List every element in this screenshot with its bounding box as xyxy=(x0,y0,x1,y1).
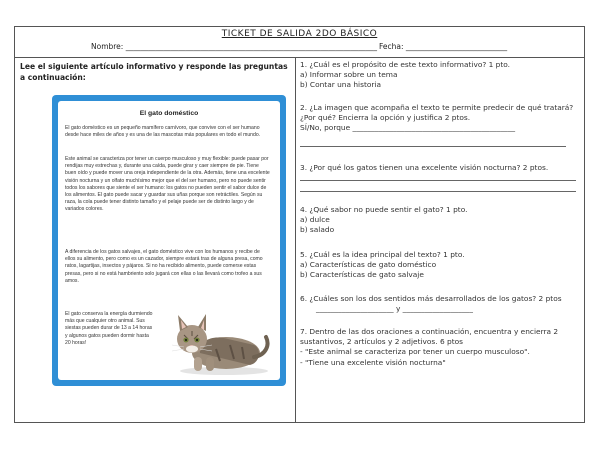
question-text: 4. ¿Qué sabor no puede sentir el gato? 1 pto. xyxy=(300,205,468,214)
header xyxy=(15,27,584,58)
article-paragraph: El gato conserva la energía durmiendo más que cualquier otro animal. Sus siestas pueden durar de 13 a 14 horas y algunos gatos pueden dormir hasta 20 horas! xyxy=(65,311,153,346)
cat-image xyxy=(154,305,272,375)
question-text: 6. ¿Cuáles son los dos sentidos más desarrollados de los gatos? 2 ptos xyxy=(300,294,562,303)
article-paragraph: Este animal se caracteriza por tener un cuerpo musculoso y muy flexible: puede pasar por rendijas muy estrechas y, durante una caída, puede girar y caer siempre de pie. Tiene buen oído y puede mover una oreja independiente de la otra. Además, tiene una excelente visión nocturna y un olfato muchísimo mejor que el del ser humano, pero no puede sentir todos los sabores que siente el ser humano: los gatos no pueden sentir el sabor dulce de los alimentos. El gato puede sacar y guardar sus uñas porque son retráctiles. Según su raza, la cola puede tener distinto tamaño y el pelaje puede ser de distinto largo y de variados colores. xyxy=(65,156,270,213)
sentence-1[interactable]: - "Este animal se caracteriza por tener un cuerpo musculoso". xyxy=(300,347,530,357)
date-field-label: Fecha: ___________________________ xyxy=(379,42,508,51)
question-7 xyxy=(300,327,582,368)
name-field-label: Nombre: ___________________________________________________________________ xyxy=(91,42,377,51)
question-6 xyxy=(300,294,582,314)
question-5 xyxy=(300,250,582,281)
option-b[interactable]: b) Contar una historia xyxy=(300,80,381,90)
option-a[interactable]: a) Características de gato doméstico xyxy=(300,260,437,270)
question-3 xyxy=(300,163,582,173)
question-text: 7. Dentro de las dos oraciones a continuación, encuentra y encierra 2 sustantivos, 2 artículos y 2 adjetivos. 6 ptos xyxy=(300,327,559,347)
page-title: TICKET DE SALIDA 2DO BÁSICO xyxy=(221,29,378,39)
question-text: 2. ¿La imagen que acompaña el texto te permite predecir de qué tratará? ¿Por qué? Encierra la opción y justifica 2 ptos. xyxy=(300,103,574,123)
question-1 xyxy=(300,60,582,91)
article-column xyxy=(15,57,296,423)
answer-line[interactable]: _____________________ y ___________________ xyxy=(316,304,473,314)
article-card xyxy=(52,95,286,386)
question-2 xyxy=(300,103,582,134)
question-text: 1. ¿Cuál es el propósito de este texto informativo? 1 pto. xyxy=(300,60,511,69)
sentence-2[interactable]: - "Tiene una excelente visión nocturna" xyxy=(300,357,446,367)
answer-line[interactable] xyxy=(300,146,566,147)
worksheet xyxy=(14,26,585,423)
instructions: Lee el siguiente artículo informativo y responde las preguntas a continuación: xyxy=(20,62,288,82)
article-paragraph: El gato doméstico es un pequeño mamífero carnívoro, que convive con el ser humano desde hace miles de años y es una de las mascotas más populares en todo el mundo. xyxy=(65,125,261,139)
option-a[interactable]: a) Informar sobre un tema xyxy=(300,70,398,80)
questions-column xyxy=(295,57,585,423)
question-text: 3. ¿Por qué los gatos tienen una excelente visión nocturna? 2 ptos. xyxy=(300,163,549,172)
answer-line[interactable] xyxy=(300,180,576,181)
option-b[interactable]: b) salado xyxy=(300,225,335,235)
option-a[interactable]: a) dulce xyxy=(300,215,330,225)
article-body xyxy=(58,101,280,380)
answer-line[interactable] xyxy=(300,191,576,192)
article-paragraph: A diferencia de los gatos salvajes, el gato doméstico vive con los humanos y recibe de ellos su alimento, pero como es un cazador, siempre estará tras de alguna presa, como ratos, lagartijas, insectos y pájaros. Si no ha recibido alimento, puede comerse estas presas, pero si no está hambriento solo jugará con ellas o las llevará como trofeo a sus amos. xyxy=(65,249,263,284)
option-b[interactable]: b) Características de gato salvaje xyxy=(300,270,424,280)
article-title: El gato doméstico xyxy=(139,110,199,117)
question-text: 5. ¿Cuál es la idea principal del texto? 1 pto. xyxy=(300,250,465,259)
answer-line[interactable]: SÍ/No, porque ____________________________________________ xyxy=(300,123,516,133)
question-4 xyxy=(300,205,582,236)
